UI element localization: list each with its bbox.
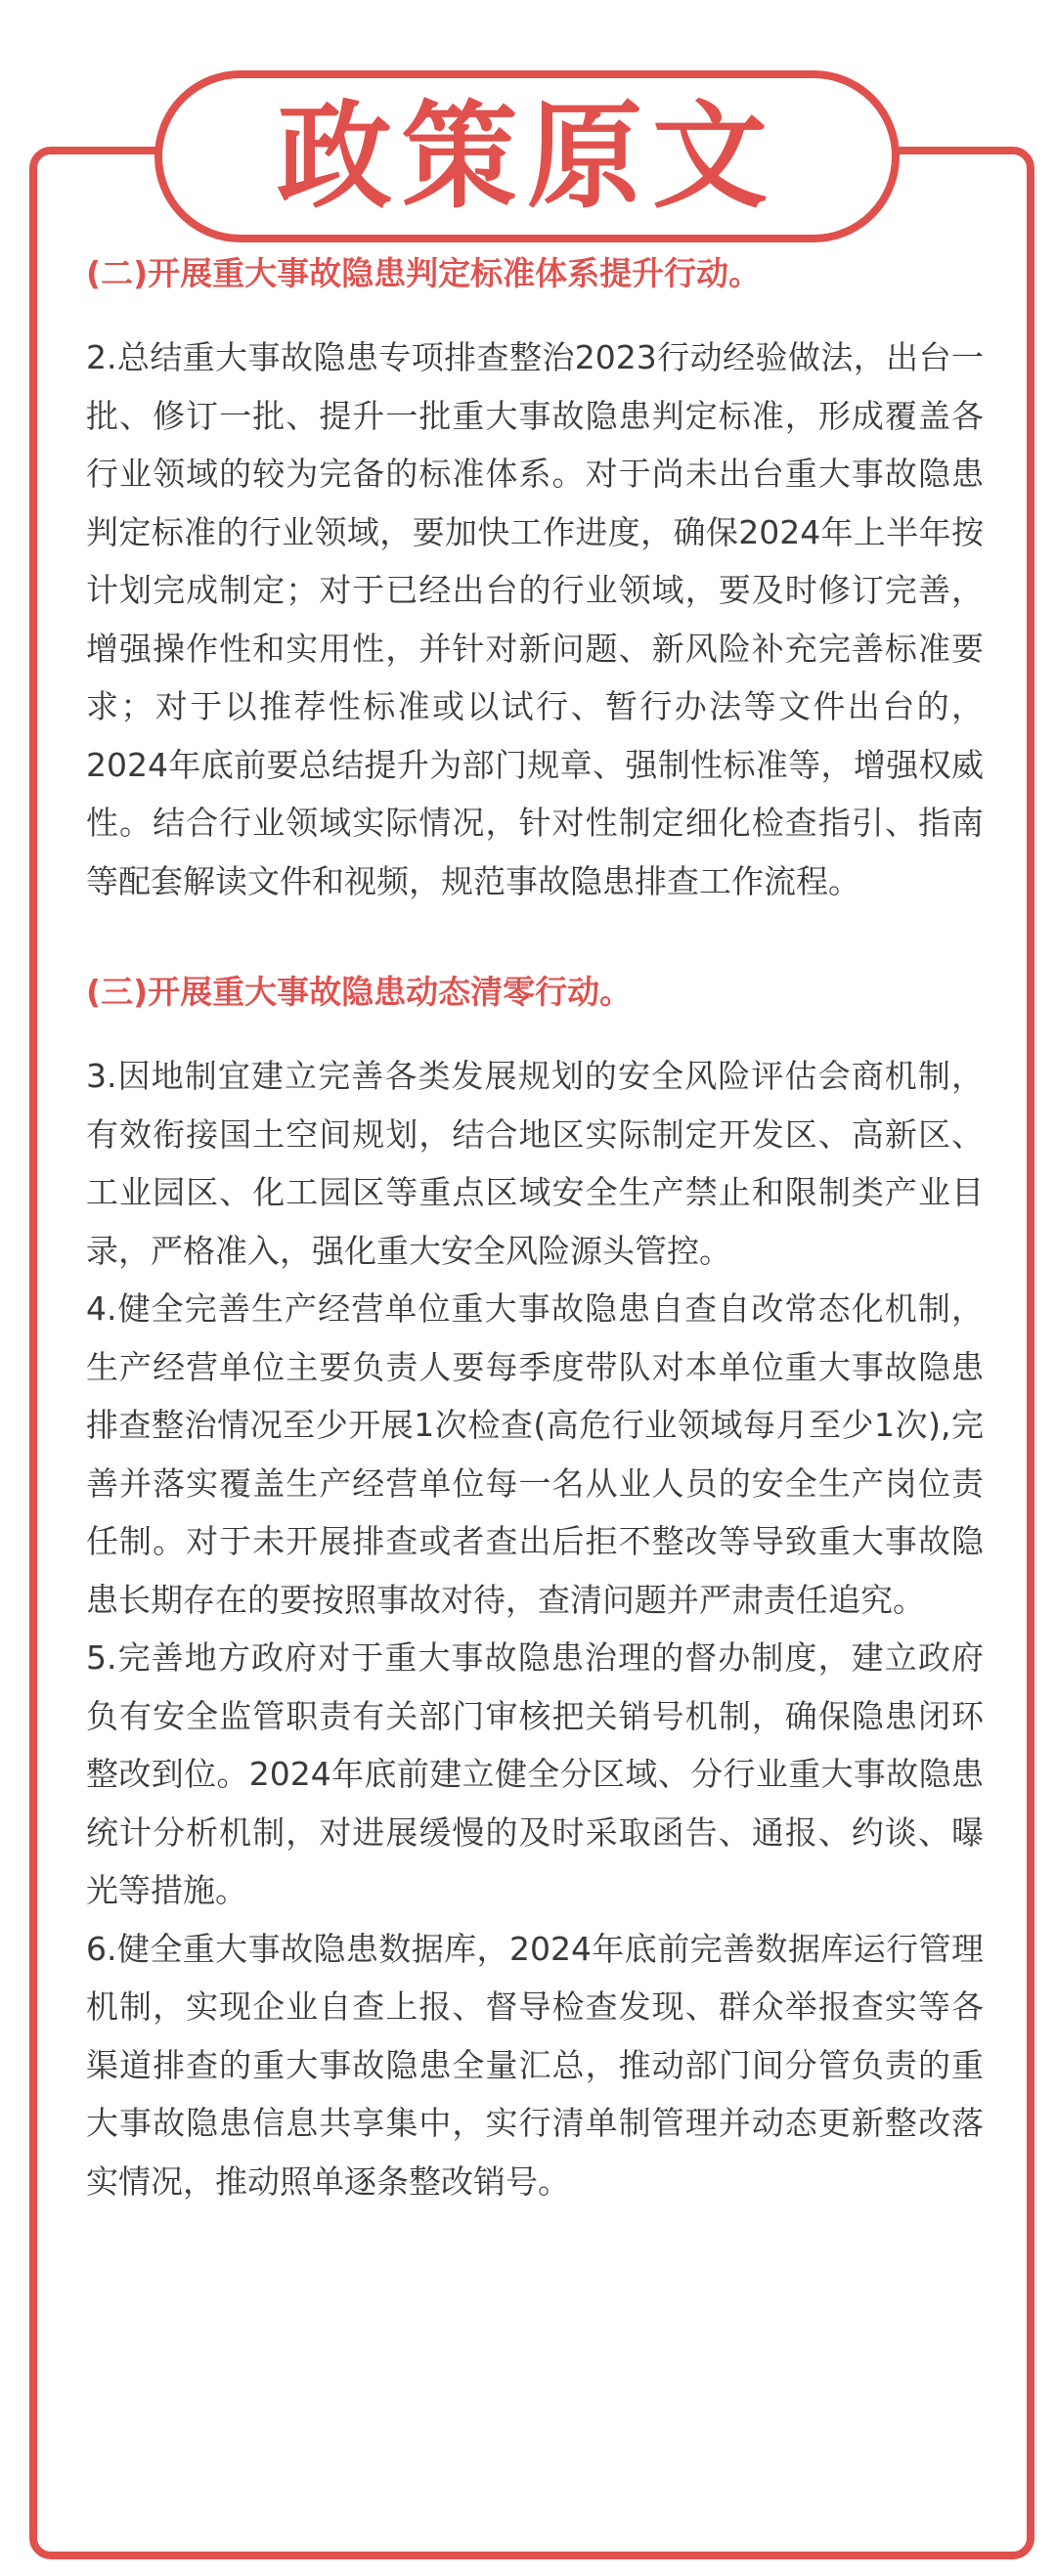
paragraph-item-2: 2.总结重大事故隐患专项排查整治2023行动经验做法，出台一批、修订一批、提升一批重大事故隐患判定标准，形成覆盖各行业领域的较为完备的标准体系。对于尚未出台重大事故隐患判定标准的行业领域，要加快工作进度，确保2024年上半年按计划完成制定；对于已经出台的行业领域，要及时修订完善，增强操作性和实用性，并针对新问题、新风险补充完善标准要求；对于以推荐性标准或以试行、暂行办法等文件出台的，2024年底前要总结提升为部门规章、强制性标准等，增强权威性。结合行业领域实际情况，针对性制定细化检查指引、指南等配套解读文件和视频，规范事故隐患排查工作流程。 [86, 338, 984, 900]
paragraph-item-3: 3.因地制宜建立完善各类发展规划的安全风险评估会商机制，有效衔接国土空间规划，结合地区实际制定开发区、高新区、工业园区、化工园区等重点区域安全生产禁止和限制类产业目录，严格准入，强化重大安全风险源头管控。 [86, 1057, 984, 1270]
paragraph-item-5: 5.完善地方政府对于重大事故隐患治理的督办制度，建立政府负有安全监管职责有关部门审核把关销号机制，确保隐患闭环整改到位。2024年底前建立健全分区域、分行业重大事故隐患统计分析机制，对进展缓慢的及时采取函告、通报、约谈、曝光等措施。 [86, 1638, 984, 1909]
page-title: 政策原文 [276, 89, 777, 224]
paragraph-item-4: 4.健全完善生产经营单位重大事故隐患自查自改常态化机制，生产经营单位主要负责人要每季度带队对本单位重大事故隐患排查整治情况至少开展1次检查(高危行业领域每月至少1次),完善并落实覆盖生产经营单位每一名从业人员的安全生产岗位责任制。对于未开展排查或者查出后拒不整改等导致重大事故隐患长期存在的要按照事故对待，查清问题并严肃责任追究。 [86, 1289, 984, 1619]
section-heading-3: (三)开展重大事故隐患动态清零行动。 [86, 973, 633, 1011]
policy-content [86, 242, 984, 2210]
section-heading-2: (二)开展重大事故隐患判定标准体系提升行动。 [86, 254, 762, 292]
paragraph-item-6: 6.健全重大事故隐患数据库，2024年底前完善数据库运行管理机制，实现企业自查上报、督导检查发现、群众举报查实等各渠道排查的重大事故隐患全量汇总，推动部门间分管负责的重大事故隐患信息共享集中，实行清单制管理并动态更新整改落实情况，推动照单逐条整改销号。 [86, 1929, 984, 2201]
title-banner [154, 70, 900, 242]
